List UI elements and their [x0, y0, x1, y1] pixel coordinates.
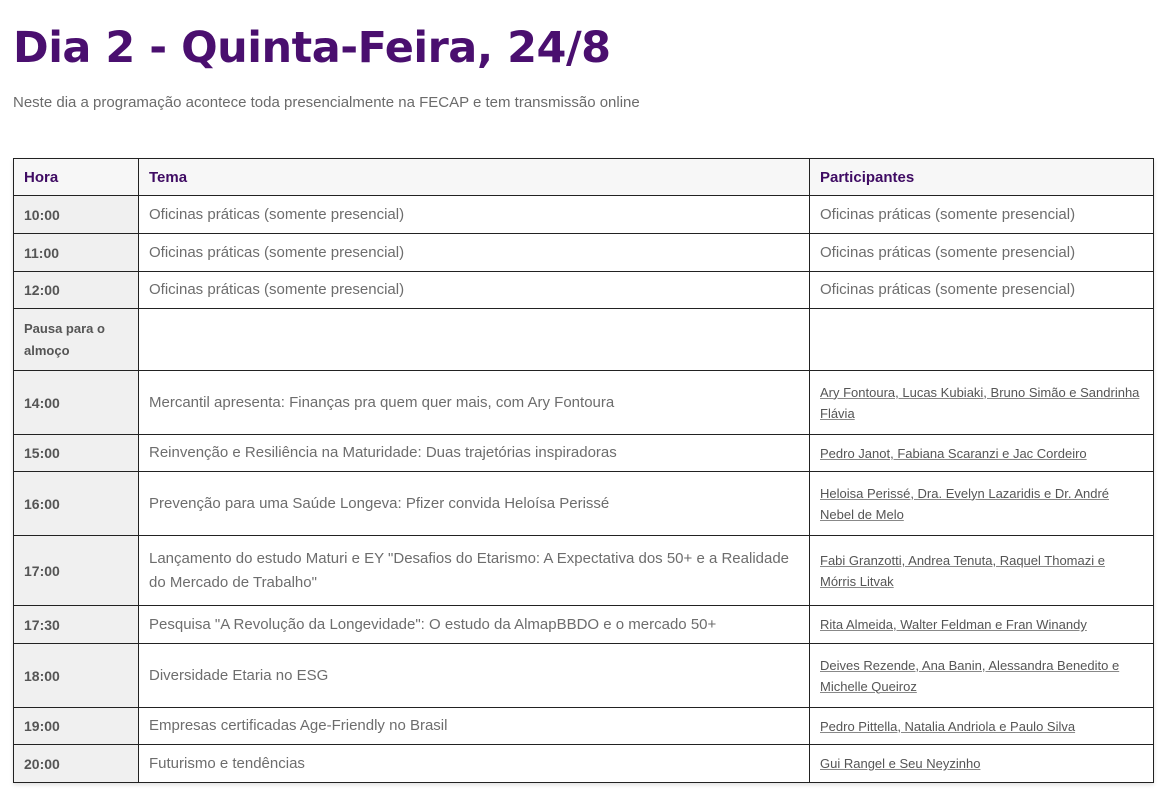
table-row	[14, 196, 1154, 234]
tema-cell: Reinvenção e Resiliência na Maturidade: Duas trajetórias inspiradoras	[139, 435, 810, 472]
hora-cell: 12:00	[14, 272, 139, 309]
participantes-cell	[810, 371, 1154, 435]
participants-link[interactable]: Ary Fontoura, Lucas Kubiaki, Bruno Simão e Sandrinha Flávia	[820, 384, 1140, 421]
table-row	[14, 371, 1154, 435]
hora-cell: 10:00	[14, 196, 139, 234]
participantes-cell	[810, 606, 1154, 644]
tema-cell: Oficinas práticas (somente presencial)	[139, 234, 810, 272]
participantes-cell: Oficinas práticas (somente presencial)	[810, 234, 1154, 272]
column-header-participantes: Participantes	[810, 159, 1154, 196]
column-header-hora: Hora	[14, 159, 139, 196]
table-row	[14, 606, 1154, 644]
participantes-cell	[810, 745, 1154, 783]
participantes-cell	[810, 536, 1154, 606]
hora-cell: 14:00	[14, 371, 139, 435]
tema-cell: Empresas certificadas Age-Friendly no Brasil	[139, 708, 810, 745]
table-row	[14, 745, 1154, 783]
participants-link[interactable]: Deives Rezende, Ana Banin, Alessandra Benedito e Michelle Queiroz	[820, 657, 1120, 694]
participantes-cell	[810, 309, 1154, 371]
hora-cell: 16:00	[14, 472, 139, 536]
participantes-cell: Oficinas práticas (somente presencial)	[810, 196, 1154, 234]
schedule-table	[13, 158, 1154, 783]
participantes-cell	[810, 435, 1154, 472]
participants-link[interactable]: Pedro Janot, Fabiana Scaranzi e Jac Cordeiro	[820, 445, 1087, 461]
tema-cell: Oficinas práticas (somente presencial)	[139, 272, 810, 309]
participants-link[interactable]: Fabi Granzotti, Andrea Tenuta, Raquel Thomazi e Mórris Litvak	[820, 552, 1105, 589]
table-row	[14, 472, 1154, 536]
page-title: Dia 2 - Quinta-Feira, 24/8	[13, 23, 611, 73]
tema-cell: Oficinas práticas (somente presencial)	[139, 196, 810, 234]
table-row	[14, 234, 1154, 272]
table-row	[14, 435, 1154, 472]
hora-cell: Pausa para o almoço	[14, 309, 139, 371]
table-row	[14, 536, 1154, 606]
participants-link[interactable]: Gui Rangel e Seu Neyzinho	[820, 756, 981, 771]
table-row	[14, 272, 1154, 309]
tema-cell: Diversidade Etaria no ESG	[139, 644, 810, 708]
tema-cell: Futurismo e tendências	[139, 745, 810, 783]
participants-link[interactable]: Rita Almeida, Walter Feldman e Fran Winandy	[820, 617, 1087, 632]
hora-cell: 19:00	[14, 708, 139, 745]
table-header-row	[14, 159, 1154, 196]
participants-link[interactable]: Pedro Pittella, Natalia Andriola e Paulo Silva	[820, 718, 1076, 734]
tema-cell: Lançamento do estudo Maturi e EY "Desafios do Etarismo: A Expectativa dos 50+ e a Realidade do Mercado de Trabalho"	[139, 536, 810, 606]
hora-cell: 15:00	[14, 435, 139, 472]
table-row	[14, 644, 1154, 708]
participantes-cell: Oficinas práticas (somente presencial)	[810, 272, 1154, 309]
tema-cell	[139, 309, 810, 371]
table-row	[14, 708, 1154, 745]
page-subtitle: Neste dia a programação acontece toda presencialmente na FECAP e tem transmissão online	[13, 94, 640, 111]
tema-cell: Mercantil apresenta: Finanças pra quem quer mais, com Ary Fontoura	[139, 371, 810, 435]
hora-cell: 11:00	[14, 234, 139, 272]
table-row	[14, 309, 1154, 371]
participantes-cell	[810, 472, 1154, 536]
participantes-cell	[810, 708, 1154, 745]
hora-cell: 17:30	[14, 606, 139, 644]
hora-cell: 20:00	[14, 745, 139, 783]
participants-link[interactable]: Heloisa Perissé, Dra. Evelyn Lazaridis e Dr. André Nebel de Melo	[820, 485, 1110, 522]
column-header-tema: Tema	[139, 159, 810, 196]
hora-cell: 18:00	[14, 644, 139, 708]
tema-cell: Prevenção para uma Saúde Longeva: Pfizer convida Heloísa Perissé	[139, 472, 810, 536]
hora-cell: 17:00	[14, 536, 139, 606]
participantes-cell	[810, 644, 1154, 708]
tema-cell: Pesquisa "A Revolução da Longevidade": O estudo da AlmapBBDO e o mercado 50+	[139, 606, 810, 644]
